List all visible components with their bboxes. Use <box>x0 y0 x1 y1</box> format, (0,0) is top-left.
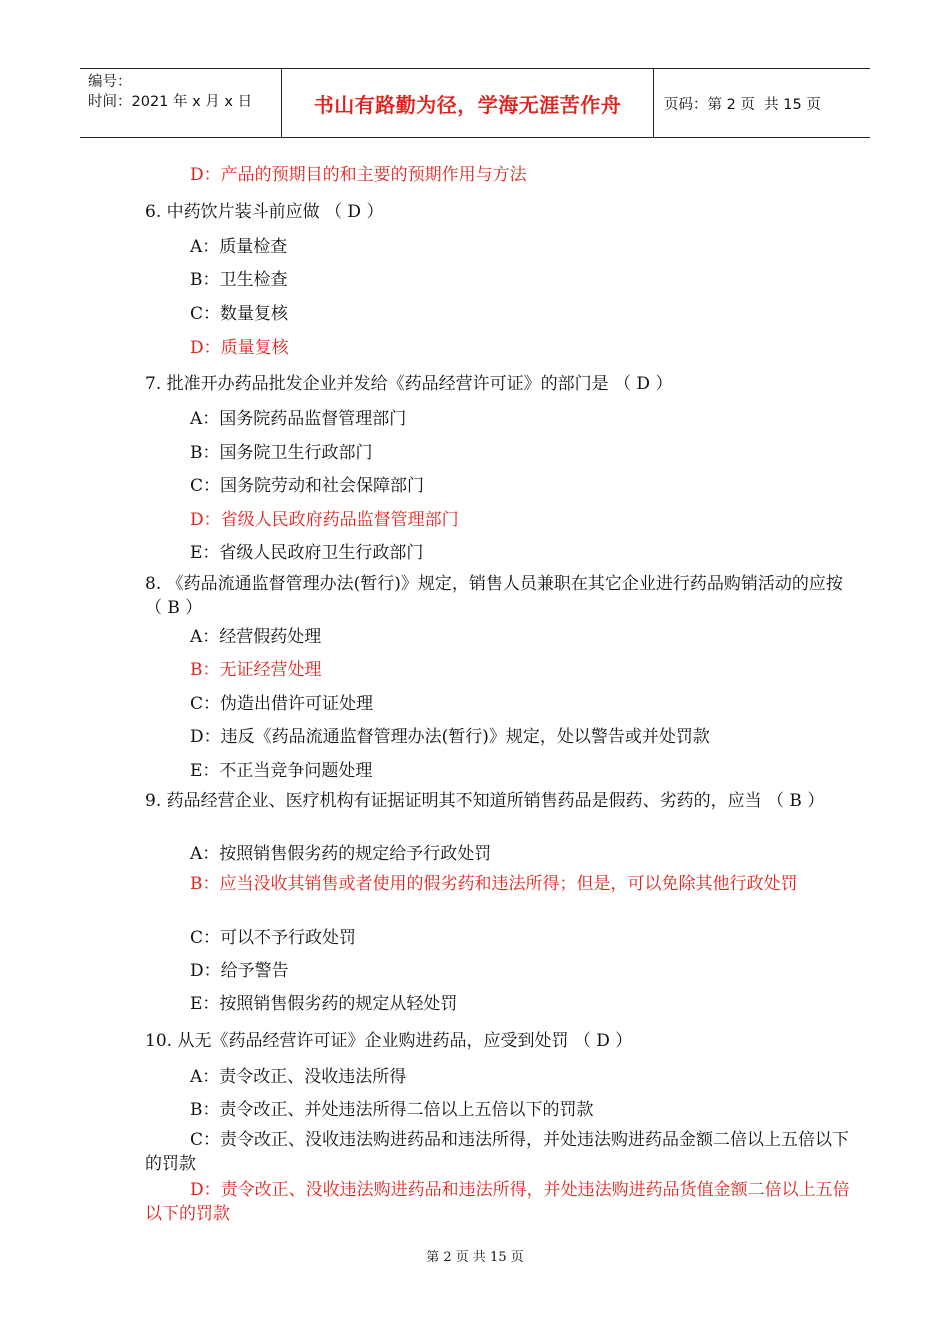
option-7e: E：省级人民政府卫生行政部门 <box>190 543 424 563</box>
question-10: 10. 从无《药品经营许可证》企业购进药品，应受到处罚 （ D ） <box>145 1031 633 1051</box>
option-10a: A：责令改正、没收违法所得 <box>190 1067 407 1087</box>
option-10b: B：责令改正、并处违法所得二倍以上五倍以下的罚款 <box>190 1100 594 1120</box>
option-8d: D：违反《药品流通监督管理办法(暂行)》规定，处以警告或并处罚款 <box>190 727 710 747</box>
question-7: 7. 批准开办药品批发企业并发给《药品经营许可证》的部门是 （ D ） <box>145 374 673 394</box>
option-8c: C：伪造出借许可证处理 <box>190 694 374 714</box>
option-7d-answer: D：省级人民政府药品监督管理部门 <box>190 510 459 530</box>
header-page-label: 页码：第 2 页 共 15 页 <box>664 96 821 113</box>
option-8b-answer: B：无证经营处理 <box>190 660 322 680</box>
option-8e: E：不正当竞争问题处理 <box>190 761 373 781</box>
option-6a: A：质量检查 <box>190 237 288 257</box>
header-page-info <box>654 69 870 137</box>
option-6d-answer: D：质量复核 <box>190 338 289 358</box>
option-8a: A：经营假药处理 <box>190 627 322 647</box>
option-7b: B：国务院卫生行政部门 <box>190 443 373 463</box>
question-9: 9. 药品经营企业、医疗机构有证据证明其不知道所销售药品是假药、劣药的，应当 （ B ） <box>145 791 825 811</box>
doc-number-label: 编号： <box>88 74 132 90</box>
header-meta <box>80 69 282 137</box>
option-9b-answer: B：应当没收其销售或者使用的假劣药和违法所得；但是，可以免除其他行政处罚 <box>190 874 798 894</box>
option-6c: C：数量复核 <box>190 304 289 324</box>
option-7c: C：国务院劳动和社会保障部门 <box>190 476 425 496</box>
option-7a: A：国务院药品监督管理部门 <box>190 409 407 429</box>
doc-date-label: 时间：2021 年 x 月 x 日 <box>88 94 253 110</box>
header-motto: 书山有路勤为径，学海无涯苦作舟 <box>282 69 654 137</box>
question-8: 8. 《药品流通监督管理办法(暂行)》规定，销售人员兼职在其它企业进行药品购销活动的应按 （ B ） <box>145 574 843 618</box>
page-footer: 第 2 页 共 15 页 <box>426 1250 524 1265</box>
option-9d: D：给予警告 <box>190 961 289 981</box>
question-6: 6. 中药饮片装斗前应做 （ D ） <box>145 202 384 222</box>
option-6b: B：卫生检查 <box>190 270 288 290</box>
option-9a: A：按照销售假劣药的规定给予行政处罚 <box>190 844 492 864</box>
option-10c: C：责令改正、没收违法购进药品和违法所得，并处违法购进药品金额二倍以上五倍以下的罚款 <box>145 1130 850 1174</box>
option-9e: E：按照销售假劣药的规定从轻处罚 <box>190 994 458 1014</box>
answer-option: D：产品的预期目的和主要的预期作用与方法 <box>190 165 527 185</box>
page-header <box>80 68 870 138</box>
option-9c: C：可以不予行政处罚 <box>190 928 357 948</box>
option-10d-answer: D：责令改正、没收违法购进药品和违法所得，并处违法购进药品货值金额二倍以上五倍以下的罚款 <box>145 1180 850 1224</box>
